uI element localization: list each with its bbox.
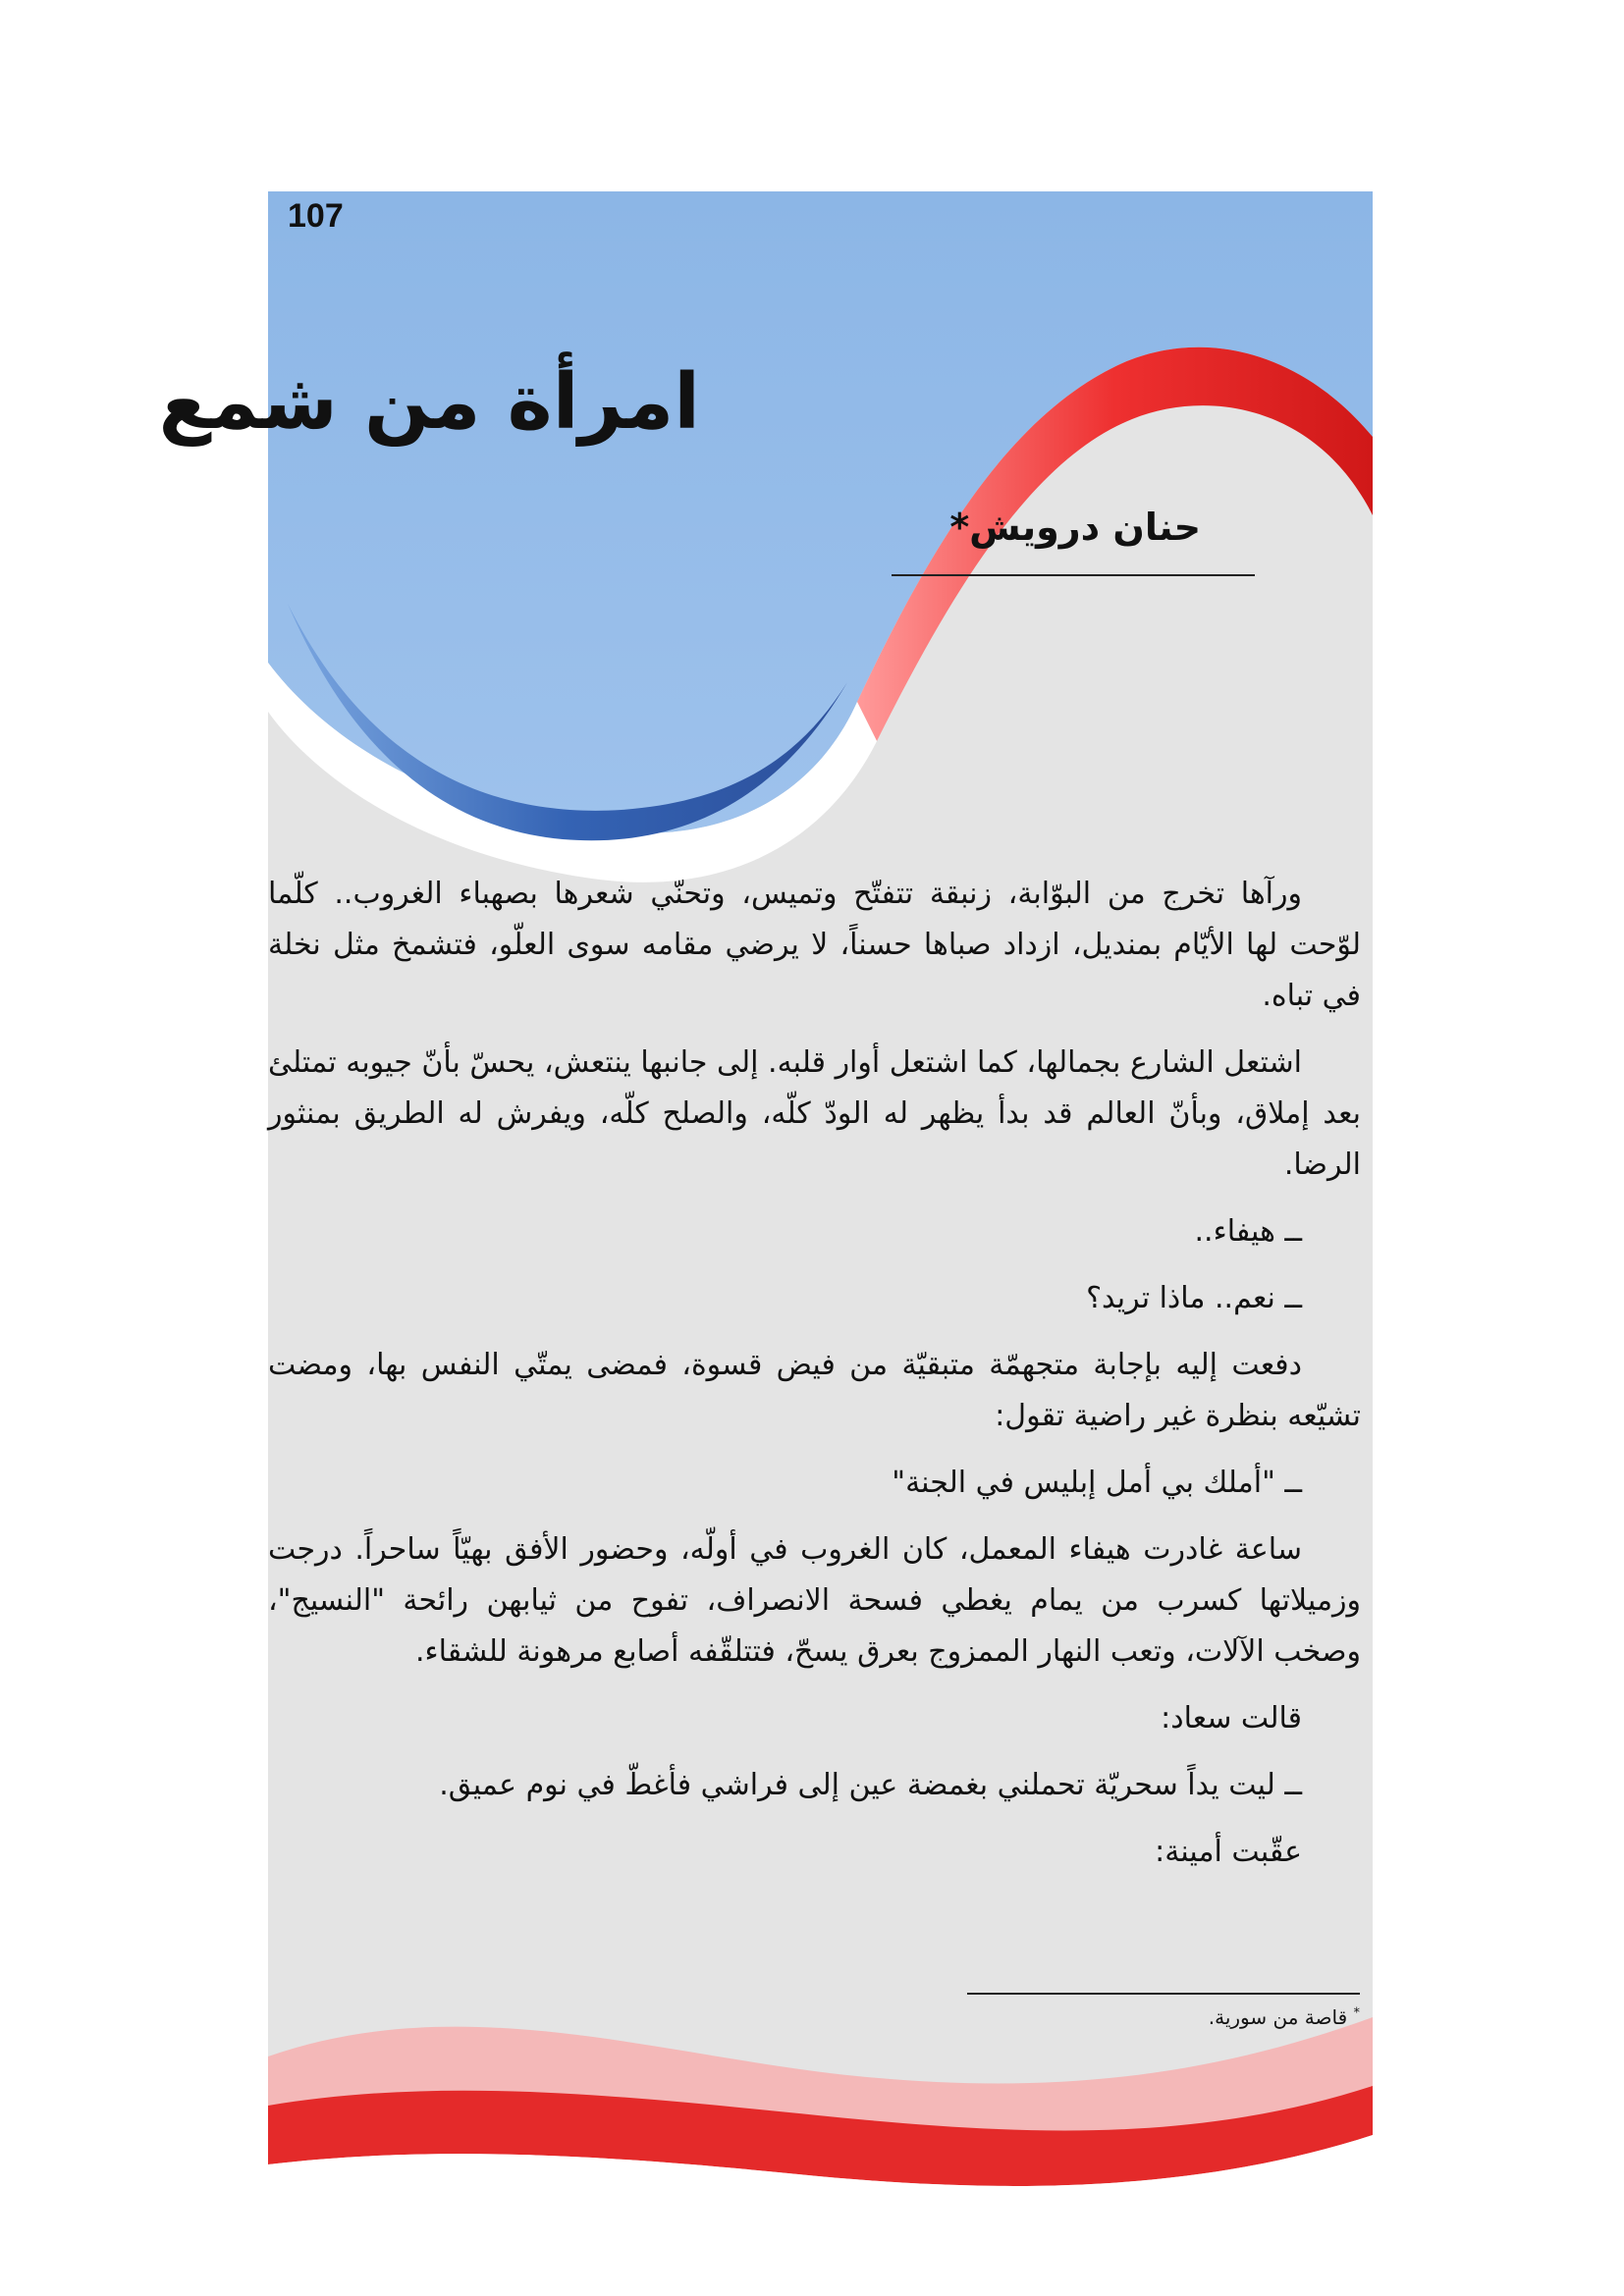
article-body	[268, 869, 1361, 1894]
author-underline	[892, 574, 1255, 576]
page-panel	[158, 191, 1373, 2204]
paragraph: ورآها تخرج من البوّابة، زنبقة تتفتّح وتميس، وتحنّي شعرها بصهباء الغروب.. كلّما لوّحت لها الأيّام بمنديل، ازداد صباها حسناً، لا يرضي مقامه سوى العلّو، فتشمخ مثل نخلة في تباه.	[268, 877, 1361, 1013]
author-name: حنان درويش*	[949, 506, 1201, 549]
dialogue-line: عقّبت أمينة:	[1155, 1835, 1302, 1869]
footnote-marker: *	[1353, 2005, 1360, 2021]
paragraph: اشتعل الشارع بجمالها، كما اشتعل أوار قلبه. إلى جانبها ينتعش، يحسّ بأنّ جيوبه تمتلئ بعد إملاق، وبأنّ العالم قد بدأ يظهر له الودّ كلّه، والصلح كلّه، ويفرش له الطريق بمنثور الرضا.	[268, 1045, 1361, 1182]
footnote-separator	[967, 1993, 1360, 1995]
paragraph: دفعت إليه بإجابة متجهمّة متبقيّة من فيض قسوة، فمضى يمتّي النفس بها، ومضت تشيّعه بنظرة غير راضية تقول:	[268, 1348, 1361, 1433]
dialogue-line: ــ ليت يداً سحريّة تحملني بغمضة عين إلى فراشي فأغطّ في نوم عميق.	[439, 1768, 1302, 1802]
dialogue-line: ــ "أملك بي أمل إبليس في الجنة"	[892, 1466, 1302, 1500]
dialogue-line: ــ نعم.. ماذا تريد؟	[1086, 1281, 1302, 1315]
sky-wave	[158, 191, 1373, 833]
dialogue-line: قالت سعاد:	[1161, 1701, 1302, 1735]
page-number: 107	[288, 197, 344, 235]
footnote-text: قاصة من سورية.	[1208, 2005, 1348, 2029]
paragraph: ساعة غادرت هيفاء المعمل، كان الغروب في أولّه، وحضور الأفق بهيّاً ساحراً. درجت وزميلاتها كسرب من يمام يغطي فسحة الانصراف، تفوح من ثيابهن رائحة "النسيج"، وصخب الآلات، وتعب النهار الممزوج بعرق يسحّ، فتتلقّفه أصابع مرهونة للشقاء.	[268, 1532, 1361, 1669]
article-title: امرأة من شمع	[158, 358, 700, 447]
footnote	[967, 2005, 1360, 2029]
dialogue-line: ــ هيفاء..	[1194, 1214, 1302, 1249]
